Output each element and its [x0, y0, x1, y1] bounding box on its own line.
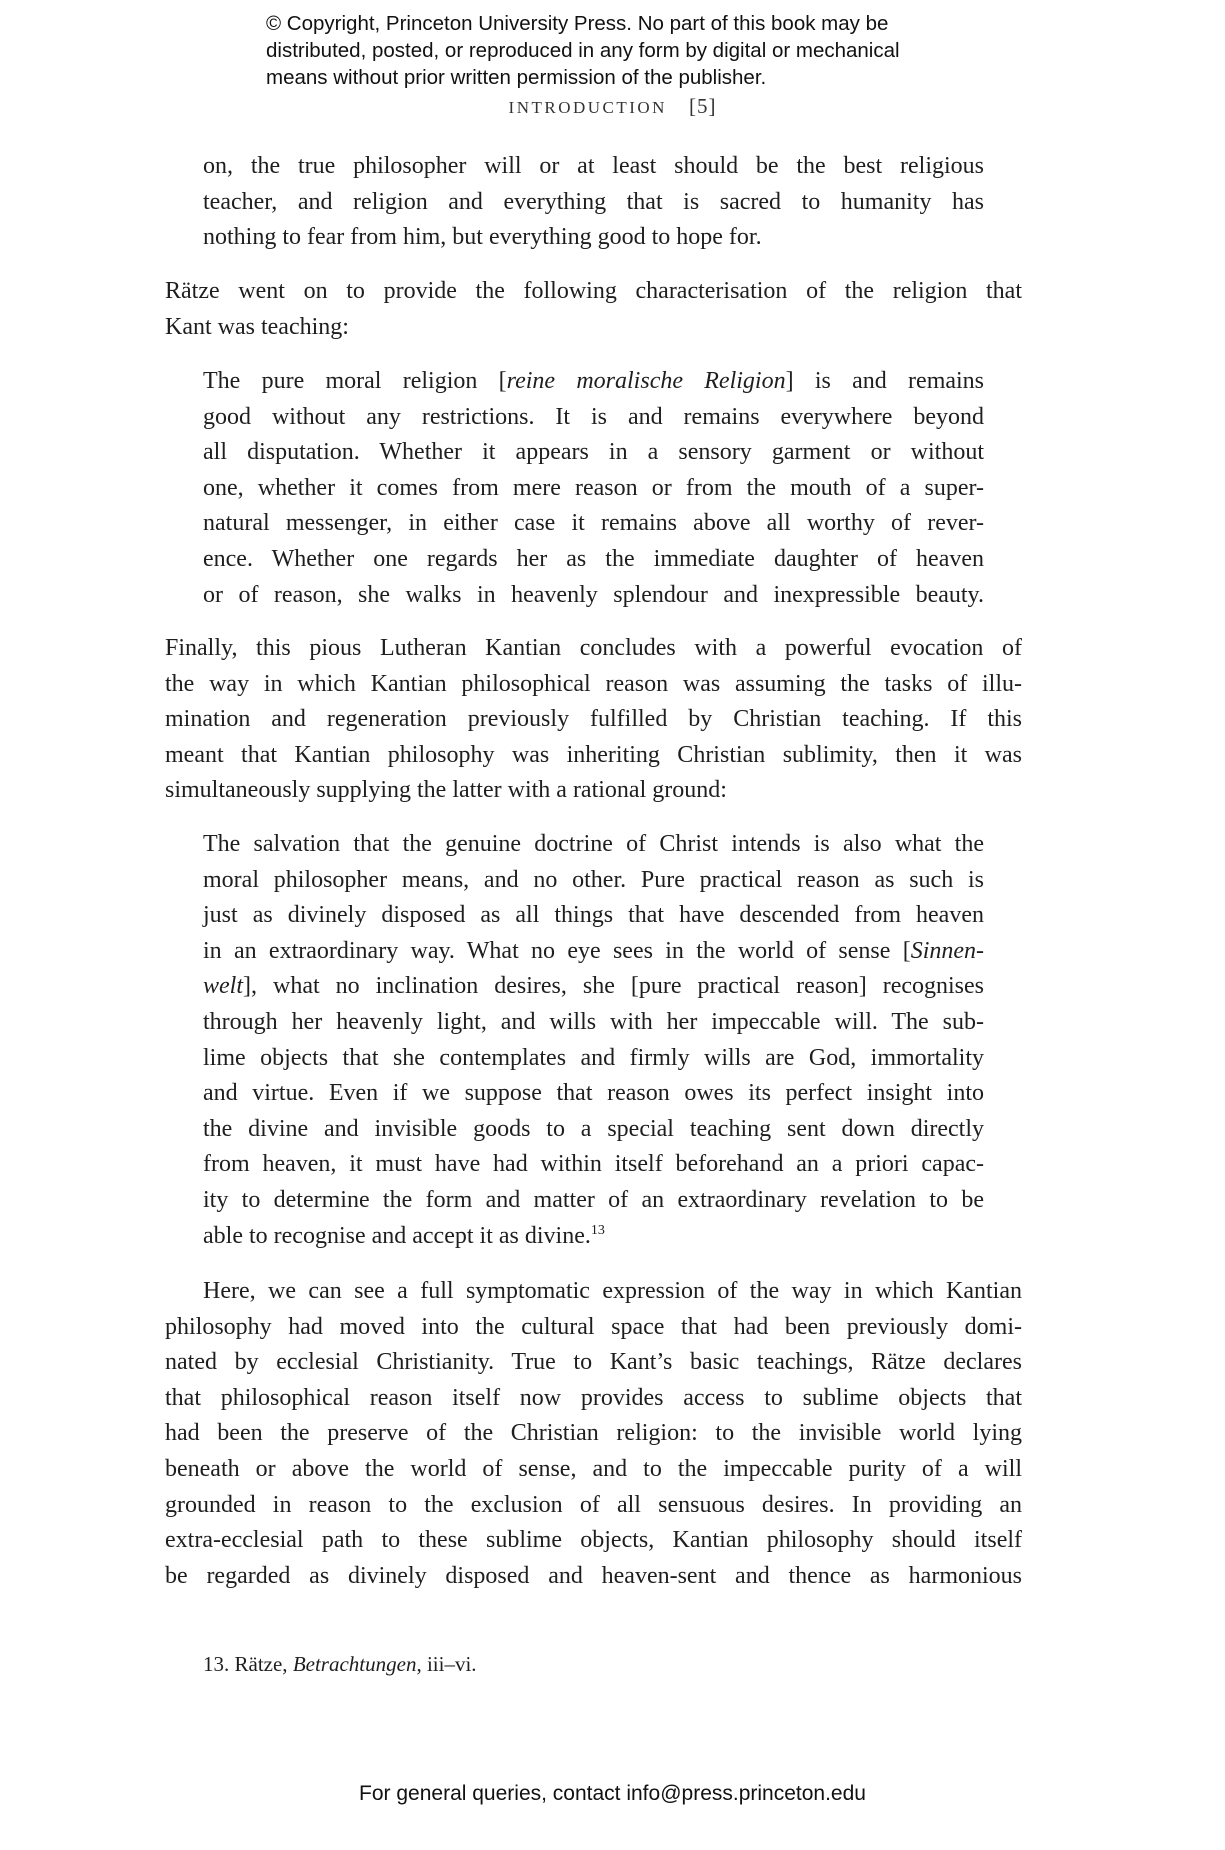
- text-span: good without any restrictions. It is and remains everywhere beyond: [203, 403, 984, 430]
- text-line: [203, 1076, 984, 1112]
- text-span: the divine and invisible goods to a special teaching sent down directly: [203, 1115, 984, 1142]
- text-span: through her heavenly light, and wills with her impeccable will. The sub-: [203, 1008, 984, 1035]
- text-span: beneath or above the world of sense, and to the impeccable purity of a will: [165, 1455, 1022, 1482]
- text-span: on, the true philosopher will or at least should be the best religious: [203, 153, 984, 179]
- text-line: [165, 773, 1022, 809]
- text-line: [165, 631, 1022, 667]
- copyright-notice: [266, 10, 900, 91]
- text-line: [203, 542, 984, 578]
- copyright-line: distributed, posted, or reproduced in any form by digital or mechanical: [266, 39, 900, 62]
- italic-text: Sinnen-: [910, 937, 984, 964]
- text-line: [165, 1310, 1022, 1346]
- text-span: Kant was teaching:: [165, 313, 349, 340]
- italic-text: welt: [203, 973, 243, 1000]
- footnote-title: Betrachtungen: [292, 1652, 417, 1676]
- text-span: teacher, and religion and everything that is sacred to humanity has: [203, 188, 984, 215]
- text-span: ity to determine the form and matter of an extraordinary revelation to be: [203, 1186, 984, 1213]
- text-line: [203, 898, 984, 934]
- text-span: mination and regeneration previously fulfilled by Christian teaching. If this: [165, 706, 1022, 733]
- text-line: [203, 1219, 984, 1255]
- text-line: [203, 149, 984, 185]
- text-line: [203, 400, 984, 436]
- text-line: [165, 1452, 1022, 1488]
- text-span: The pure moral religion [: [203, 368, 507, 394]
- text-span: Here, we can see a full symptomatic expression of the way in which Kantian: [203, 1278, 1022, 1304]
- text-line: [165, 702, 1022, 738]
- text-span: had been the preserve of the Christian religion: to the invisible world lying: [165, 1420, 1022, 1447]
- text-span: from heaven, it must have had within itself beforehand an a priori capac-: [203, 1151, 984, 1178]
- block-quote: [203, 149, 984, 256]
- text-line: [203, 827, 984, 863]
- text-line: [165, 310, 1022, 346]
- footnote-prefix: 13. Rätze,: [203, 1652, 293, 1676]
- page-number: [5]: [688, 94, 717, 118]
- text-span: or of reason, she walks in heavenly splendour and inexpressible beauty.: [203, 581, 984, 608]
- text-span: Rätze went on to provide the following characterisation of the religion that: [165, 278, 1022, 304]
- text-line: [203, 578, 984, 614]
- text-span: The salvation that the genuine doctrine of Christ intends is also what the: [203, 831, 984, 857]
- text-span: be regarded as divinely disposed and heaven-sent and thence as harmonious: [165, 1562, 1022, 1589]
- footnote: [203, 1652, 477, 1677]
- text-line: [165, 1523, 1022, 1559]
- copyright-line: means without prior written permission of the publisher.: [266, 66, 767, 89]
- text-span: ] is and remains: [785, 368, 985, 394]
- text-line: [165, 667, 1022, 703]
- text-span: that philosophical reason itself now provides access to sublime objects that: [165, 1384, 1022, 1411]
- text-span: nated by ecclesial Christianity. True to Kant’s basic teachings, Rätze declares: [165, 1349, 1022, 1376]
- paragraph: [165, 274, 1022, 345]
- text-line: [203, 435, 984, 471]
- footnote-suffix: , iii–vi.: [416, 1652, 477, 1676]
- text-span: Finally, this pious Lutheran Kantian concludes with a powerful evocation of: [165, 635, 1022, 661]
- text-line: [203, 1183, 984, 1219]
- text-span: simultaneously supplying the latter with a rational ground:: [165, 777, 727, 804]
- text-line: [165, 1416, 1022, 1452]
- text-line: [165, 274, 1022, 310]
- block-quote: [203, 364, 984, 613]
- text-span: and virtue. Even if we suppose that reason owes its perfect insight into: [203, 1080, 984, 1107]
- text-line: [203, 1112, 984, 1148]
- text-span: one, whether it comes from mere reason or from the mouth of a super-: [203, 474, 984, 501]
- text-span: extra-ecclesial path to these sublime objects, Kantian philosophy should itself: [165, 1527, 1022, 1554]
- text-span: philosophy had moved into the cultural space that had been previously domi-: [165, 1313, 1022, 1340]
- paragraph: [165, 1274, 1022, 1594]
- italic-text: reine moralische Religion: [506, 368, 786, 394]
- text-span: ence. Whether one regards her as the immediate daughter of heaven: [203, 545, 984, 572]
- text-line: [165, 1488, 1022, 1524]
- text-span: able to recognise and accept it as divine.: [203, 1222, 591, 1249]
- text-line: [203, 1041, 984, 1077]
- text-span: ], what no inclination desires, she [pure practical reason] recognises: [243, 973, 984, 1000]
- text-line: [203, 863, 984, 899]
- text-line: [203, 506, 984, 542]
- footnote-ref: 13: [590, 1222, 605, 1238]
- text-line: [203, 185, 984, 221]
- text-line: [203, 220, 984, 256]
- text-span: all disputation. Whether it appears in a sensory garment or without: [203, 439, 984, 466]
- paragraph: [165, 631, 1022, 809]
- text-line: [165, 1345, 1022, 1381]
- copyright-line: © Copyright, Princeton University Press. No part of this book may be: [266, 12, 889, 35]
- text-span: moral philosopher means, and no other. Pure practical reason as such is: [203, 866, 984, 893]
- text-line: [203, 364, 984, 400]
- text-line: [203, 1147, 984, 1183]
- running-head: [0, 94, 1225, 119]
- text-line: [165, 1274, 1022, 1310]
- text-line: [203, 934, 984, 970]
- text-span: grounded in reason to the exclusion of all sensuous desires. In providing an: [165, 1491, 1022, 1518]
- text-line: [203, 1005, 984, 1041]
- text-span: meant that Kantian philosophy was inheriting Christian sublimity, then it was: [165, 741, 1022, 768]
- text-span: in an extraordinary way. What no eye sees in the world of sense [: [203, 937, 911, 964]
- text-span: nothing to fear from him, but everything good to hope for.: [203, 224, 762, 251]
- block-quote: [203, 827, 984, 1254]
- text-span: just as divinely disposed as all things that have descended from heaven: [203, 902, 984, 929]
- text-line: [165, 1559, 1022, 1595]
- text-span: lime objects that she contemplates and firmly wills are God, immortality: [203, 1044, 984, 1071]
- text-line: [165, 738, 1022, 774]
- text-line: [203, 969, 984, 1005]
- chapter-title: INTRODUCTION: [508, 98, 667, 117]
- text-span: the way in which Kantian philosophical reason was assuming the tasks of illu-: [165, 670, 1022, 697]
- text-line: [165, 1381, 1022, 1417]
- text-span: natural messenger, in either case it remains above all worthy of rever-: [203, 510, 984, 537]
- text-line: [203, 471, 984, 507]
- footer-contact: For general queries, contact info@press.princeton.edu: [359, 1782, 866, 1805]
